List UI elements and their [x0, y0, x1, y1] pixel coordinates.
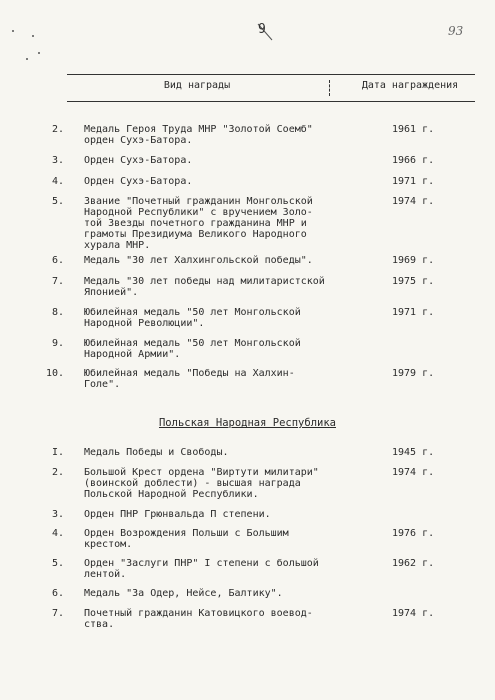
- award-date: 1974 г.: [392, 467, 435, 478]
- award-number: 5.: [51, 558, 64, 569]
- award-date: 1975 г.: [392, 276, 435, 287]
- table-header-top-rule: [67, 74, 475, 75]
- archive-folio-number: 93: [448, 24, 464, 38]
- award-number: 2.: [51, 467, 64, 478]
- award-description: Орден ПНР Грюнвальда П степени.: [84, 509, 271, 520]
- section-title-poland: Польская Народная Республика: [158, 417, 336, 429]
- award-description: Медаль "За Одер, Нейсе, Балтику".: [84, 588, 283, 599]
- award-number: 6.: [51, 588, 64, 599]
- award-description: Медаль "30 лет победы над милитаристской Японией".: [84, 276, 325, 298]
- award-description: Почетный гражданин Катовицкого воевод- ства.: [84, 608, 313, 630]
- award-description: Орден Сухэ-Батора.: [84, 176, 193, 187]
- award-number: 3.: [51, 155, 64, 166]
- award-number: 3.: [51, 509, 64, 520]
- header-column-separator: [329, 80, 331, 96]
- award-date: 1945 г.: [392, 447, 435, 458]
- award-date: 1974 г.: [392, 196, 435, 207]
- award-description: Медаль "30 лет Халхингольской победы".: [84, 255, 313, 266]
- header-award-type: Вид награды: [163, 80, 231, 91]
- table-header-bottom-rule: [67, 101, 475, 102]
- award-description: Юбилейная медаль "Победы на Халхин- Голе".: [84, 368, 295, 390]
- award-date: 1966 г.: [392, 155, 435, 166]
- award-date: 1976 г.: [392, 528, 435, 539]
- award-date: 1961 г.: [392, 124, 435, 135]
- award-number: 7.: [51, 608, 64, 619]
- award-number: 4.: [51, 176, 64, 187]
- award-date: 1969 г.: [392, 255, 435, 266]
- award-description: Большой Крест ордена "Виртути милитари" (воинской доблести) - высшая награда Польской Народной Республики.: [84, 467, 319, 500]
- award-description: Юбилейная медаль "50 лет Монгольской Народной Армии".: [84, 338, 301, 360]
- award-number: 10.: [45, 368, 64, 379]
- award-description: Орден Возрождения Польши с Большим крестом.: [84, 528, 289, 550]
- award-date: 1962 г.: [392, 558, 435, 569]
- award-number: 4.: [51, 528, 64, 539]
- award-date: 1979 г.: [392, 368, 435, 379]
- award-date: 1974 г.: [392, 608, 435, 619]
- page-number: 9: [258, 22, 266, 37]
- award-description: Юбилейная медаль "50 лет Монгольской Народной Революции".: [84, 307, 301, 329]
- award-description: Медаль Героя Труда МНР "Золотой Соемб" орден Сухэ-Батора.: [84, 124, 313, 146]
- award-date: 1971 г.: [392, 176, 435, 187]
- award-number: 9.: [51, 338, 64, 349]
- award-description: Орден Сухэ-Батора.: [84, 155, 193, 166]
- award-number: 5.: [51, 196, 64, 207]
- award-number: 6.: [51, 255, 64, 266]
- award-description: Звание "Почетный гражданин Монгольской Народной Республики" с вручением Золо- той Звезды почетного гражданина МНР и грамоты Президиума Великого Народного хурала МНР.: [84, 196, 313, 251]
- award-description: Орден "Заслуги ПНР" I степени с большой лентой.: [84, 558, 319, 580]
- header-award-date: Дата награждения: [361, 80, 459, 91]
- award-description: Медаль Победы и Свободы.: [84, 447, 229, 458]
- award-number: I.: [51, 447, 64, 458]
- award-number: 7.: [51, 276, 64, 287]
- award-number: 8.: [51, 307, 64, 318]
- award-number: 2.: [51, 124, 64, 135]
- award-date: 1971 г.: [392, 307, 435, 318]
